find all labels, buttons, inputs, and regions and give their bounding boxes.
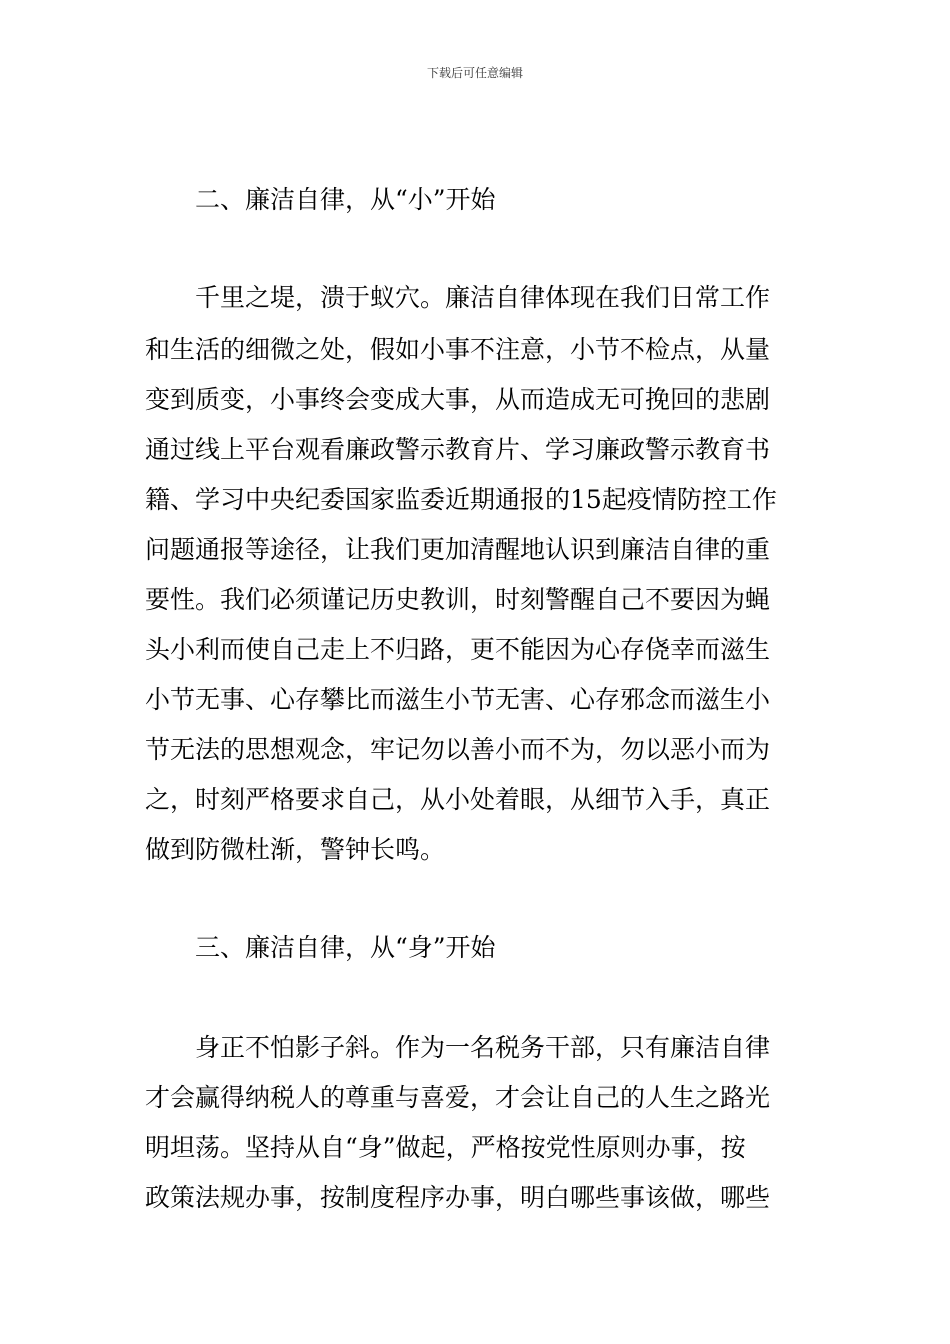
- page-header-note: 下载后可任意编辑: [426, 66, 523, 80]
- paragraph-line: 明坦荡。坚持从自“身”做起，严格按党性原则办事，按: [145, 1133, 746, 1162]
- paragraph-line: 小节无事、心存攀比而滋生小节无害、心存邪念而滋生小: [145, 685, 771, 714]
- paragraph-line: 节无法的思想观念，牢记勿以善小而不为，勿以恶小而为: [145, 735, 771, 764]
- section-heading: 二、廉洁自律，从“小”开始: [195, 185, 496, 214]
- paragraph-line: 才会赢得纳税人的尊重与喜爱，才会让自己的人生之路光: [145, 1083, 771, 1112]
- paragraph-line: 政策法规办事，按制度程序办事，明白哪些事该做，哪些: [145, 1183, 771, 1212]
- paragraph-line: 和生活的细微之处，假如小事不注意，小节不检点，从量: [145, 335, 771, 364]
- paragraph-line: 通过线上平台观看廉政警示教育片、学习廉政警示教育书: [145, 435, 771, 464]
- paragraph-line: 做到防微杜渐，警钟长鸣。: [145, 835, 446, 864]
- paragraph-line: 之，时刻严格要求自己，从小处着眼，从细节入手，真正: [145, 785, 771, 814]
- paragraph-line: 问题通报等途径，让我们更加清醒地认识到廉洁自律的重: [145, 535, 771, 564]
- paragraph-line: 千里之堤，溃于蚁穴。廉洁自律体现在我们日常工作: [195, 283, 771, 312]
- paragraph-line: 身正不怕影子斜。作为一名税务干部，只有廉洁自律: [195, 1033, 771, 1062]
- paragraph-line: 变到质变，小事终会变成大事，从而造成无可挽回的悲剧: [145, 385, 771, 414]
- section-heading: 三、廉洁自律，从“身”开始: [195, 933, 496, 962]
- paragraph-line: 头小利而使自己走上不归路，更不能因为心存侥幸而滋生: [145, 635, 771, 664]
- paragraph-line: 要性。我们必须谨记历史教训，时刻警醒自己不要因为蝇: [145, 585, 771, 614]
- paragraph-line: 籍、学习中央纪委国家监委近期通报的15起疫情防控工作: [145, 485, 777, 514]
